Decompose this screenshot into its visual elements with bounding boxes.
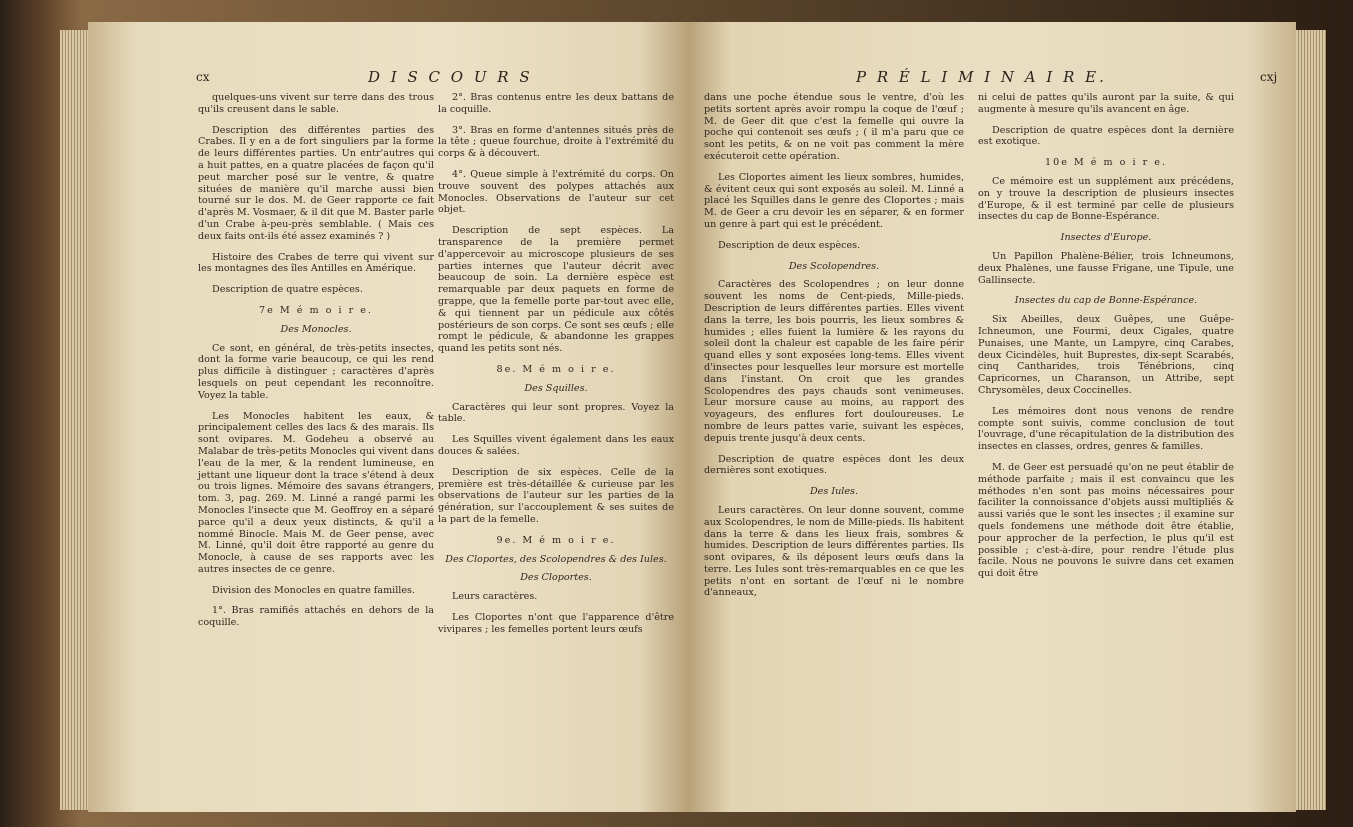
paragraph: Ce sont, en général, de très-petits insectes, dont la forme varie beaucoup, ce qui les rend plus difficile à distinguer ; caractères d'après lesquels on peut cependant les reconnoître. Voyez la table. (198, 342, 434, 401)
left-running-head: D I S C O U R S (368, 68, 533, 86)
right-page-number: cxj (1260, 70, 1278, 84)
paragraph: 3°. Bras en forme d'antennes situés près de la tête ; queue fourchue, droite à l'extrémité du corps & à découvert. (438, 124, 674, 160)
section-subheading: Des Scolopendres. (788, 260, 880, 272)
paragraph: Les Monocles habitent les eaux, & principalement celles des lacs & des marais. Ils sont ovipares. M. Godeheu a observé au Malabar de très-petits Monocles qui vivent dans l'eau de la mer, & la rendent lumineuse, en jettant une liqueur dont la trace s'étend à deux ou trois lignes. Mémoire des savans étrangers, tom. 3, pag. 269. M. Linné a rangé parmi les Monocles l'insecte que M. Geoffroy en a séparé parce qu'il a deux yeux distincts, & qu'il a nommé Binocle. Mais M. de Geer pense, avec M. Linné, qu'il doit être rapporté au genre du Monocle, à cause de ses rapports avec les autres insectes de ce genre. (198, 410, 434, 575)
paragraph: Leurs caractères. (452, 591, 538, 603)
paragraph: 2°. Bras contenus entre les deux battans de la coquille. (438, 92, 674, 115)
paragraph: Description de six espèces. Celle de la première est très-détaillée & curieuse par les observations de l'auteur sur les parties de la génération, sur l'accouplement & ses suites de la part de la femelle. (438, 466, 674, 525)
paragraph: Les Squilles vivent également dans les eaux douces & salées. (438, 434, 674, 457)
paragraph: Leurs caractères. On leur donne souvent, comme aux Scolopendres, le nom de Mille-pieds. Ils habitent dans la terre & dans les lieux frais, sombres & humides. Description de leurs différentes parties. Ils sont ovipares, & ils déposent leurs œufs dans la terre. Les Iules sont très-remarquables en ce que les petits n'ont en sortant de l'œuf ni le nombre d'anneaux, (704, 504, 964, 599)
paragraph: Description de deux espèces. (718, 239, 861, 251)
paragraph: Description de quatre espèces. (212, 284, 363, 296)
paragraph: Description de quatre espèces dont les deux dernières sont exotiques. (704, 453, 964, 477)
section-subheading: Des Monocles. (280, 323, 352, 335)
memoir-heading: 7e M é m o i r e. (259, 304, 373, 316)
left-column-1 (198, 92, 434, 638)
paragraph: Caractères des Scolopendres ; on leur donne souvent les noms de Cent-pieds, Mille-pieds. Description de leurs différentes parties. Elles vivent dans la terre, les bois pourris, les lieux sombres & humides ; elles fuient la lumière & les rayons du soleil dont la chaleur est capable de les faire périr quand elles y sont exposées long-tems. Elles vivent d'insectes pour lesquelles leur morsure est mortelle dans l'instant. On croit que les grandes Scolopendres des pays chauds sont venimeuses. Leur morsure cause au moins, au rapport des voyageurs, des enflures fort douloureuses. Le nombre de leurs pattes varie, suivant les espèces, depuis trente jusqu'à deux cents. (704, 279, 964, 444)
memoir-heading: 9e. M é m o i r e. (496, 534, 616, 546)
section-subheading: Des Cloportes. (520, 572, 592, 584)
page-edges-right (1296, 30, 1326, 810)
paragraph: Description de sept espèces. La transparence de la première permet d'appercevoir au microscope plusieurs de ses parties internes que l'auteur décrit avec beaucoup de soin. La dernière espèce est remarquable par deux paquets en forme de grappe, que la femelle porte par-tout avec elle, & qui tiennent par un pédicule aux côtés postérieurs de son corps. Ce sont ses œufs ; elle rompt le pédicule, & abandonne les grappes quand les petits sont nés. (438, 225, 674, 355)
left-page (88, 22, 688, 812)
section-subheading: Insectes d'Europe. (1060, 232, 1152, 244)
section-subheading: Des Cloportes, des Scolopendres & des Iules. (445, 553, 667, 565)
paragraph: Un Papillon Phalène-Bélier, trois Ichneumons, deux Phalènes, une fausse Frigane, une Tipule, une Gallinsecte. (978, 250, 1234, 286)
paragraph: dans une poche étendue sous le ventre, d'où les petits sortent après avoir rompu la coque de l'œuf ; M. de Geer dit que c'est la femelle qui ouvre la poche qui contenoit ses œufs ; ( il m'a paru que ce sont les petits, & on ne voit pas comment la mère exécuteroit cette opération. (704, 92, 964, 162)
paragraph: Six Abeilles, deux Guêpes, une Guêpe-Ichneumon, une Fourmi, deux Cigales, quatre Punaises, une Mante, un Lampyre, cinq Carabes, deux Cicindèles, huit Buprestes, dix-sept Scarabés, cinq Cantharides, trois Ténébrions, cinq Capricornes, un Charanson, un Attribe, sept Chrysomèles, deux Coccinelles. (978, 314, 1234, 396)
paragraph: 4°. Queue simple à l'extrémité du corps. On trouve souvent des polypes attachés aux Monocles. Observations de l'auteur sur cet objet. (438, 168, 674, 216)
right-column-1 (704, 92, 964, 608)
paragraph: 1°. Bras ramifiés attachés en dehors de la coquille. (198, 605, 434, 629)
left-column-2 (438, 92, 674, 644)
right-running-head: P R É L I M I N A I R E. (856, 68, 1107, 86)
section-subheading: Insectes du cap de Bonne-Espérance. (1014, 295, 1198, 307)
paragraph: Les Cloportes n'ont que l'apparence d'être vivipares ; les femelles portent leurs œufs (438, 611, 674, 635)
right-page (688, 22, 1296, 812)
paragraph: Les mémoires dont nous venons de rendre compte sont suivis, comme conclusion de tout l'ouvrage, d'une récapitulation de la distribution des insectes en classes, ordres, genres & familles. (978, 405, 1234, 453)
paragraph: Description de quatre espèces dont la dernière est exotique. (978, 124, 1234, 148)
paragraph: M. de Geer est persuadé qu'on ne peut établir de méthode parfaite ; mais il est convaincu que les méthodes n'en sont pas moins nécessaires pour faciliter la connoissance d'objets aussi multipliés & aussi variés que le sont les insectes ; il examine sur quels fondemens une méthode doit être établie, pour approcher de la perfection, le plus qu'il est possible ; c'est-à-dire, pour rendre l'étude plus facile. Nous ne pouvons le suivre dans cet examen qui doit être (978, 461, 1234, 580)
paragraph: Ce mémoire est un supplément aux précédens, on y trouve la description de plusieurs insectes d'Europe, & il est terminé par celle de plusieurs insectes du cap de Bonne-Espérance. (978, 175, 1234, 223)
paragraph: ni celui de pattes qu'ils auront par la suite, & qui augmente à mesure qu'ils avancent en âge. (978, 92, 1234, 115)
memoir-heading: 8e. M é m o i r e. (496, 363, 616, 375)
paragraph: Histoire des Crabes de terre qui vivent sur les montagnes des îles Antilles en Amérique. (198, 251, 434, 275)
section-subheading: Des Squilles. (524, 382, 588, 394)
paragraph: Description des différentes parties des Crabes. Il y en a de fort singuliers par la forme de leurs différentes parties. Un entr'autres qui a huit pattes, en a quatre placées de façon qu'il peut marcher posé sur le ventre, & quatre situées de manière qu'il marche aussi bien tourné sur le dos. M. de Geer rapporte ce fait d'après M. Vosmaer, & il dit que M. Baster parle d'un Crabe à-peu-près semblable. ( Mais ces deux faits ont-ils été assez examinés ? ) (198, 124, 434, 242)
paragraph: Les Cloportes aiment les lieux sombres, humides, & évitent ceux qui sont exposés au soleil. M. Linné a placé les Squilles dans le genre des Cloportes ; mais M. de Geer a cru devoir les en séparer, & en former un genre à part qui est le précédent. (704, 171, 964, 230)
left-page-number: cx (196, 70, 210, 84)
memoir-heading: 10e M é m o i r e. (1045, 157, 1167, 169)
paragraph: Division des Monocles en quatre familles. (212, 584, 416, 596)
right-column-2 (978, 92, 1234, 589)
page-edges-left (60, 30, 90, 810)
section-subheading: Des Iules. (809, 486, 859, 498)
paragraph: Caractères qui leur sont propres. Voyez la table. (438, 401, 674, 425)
paragraph: quelques-uns vivent sur terre dans des trous qu'ils creusent dans le sable. (198, 92, 434, 115)
